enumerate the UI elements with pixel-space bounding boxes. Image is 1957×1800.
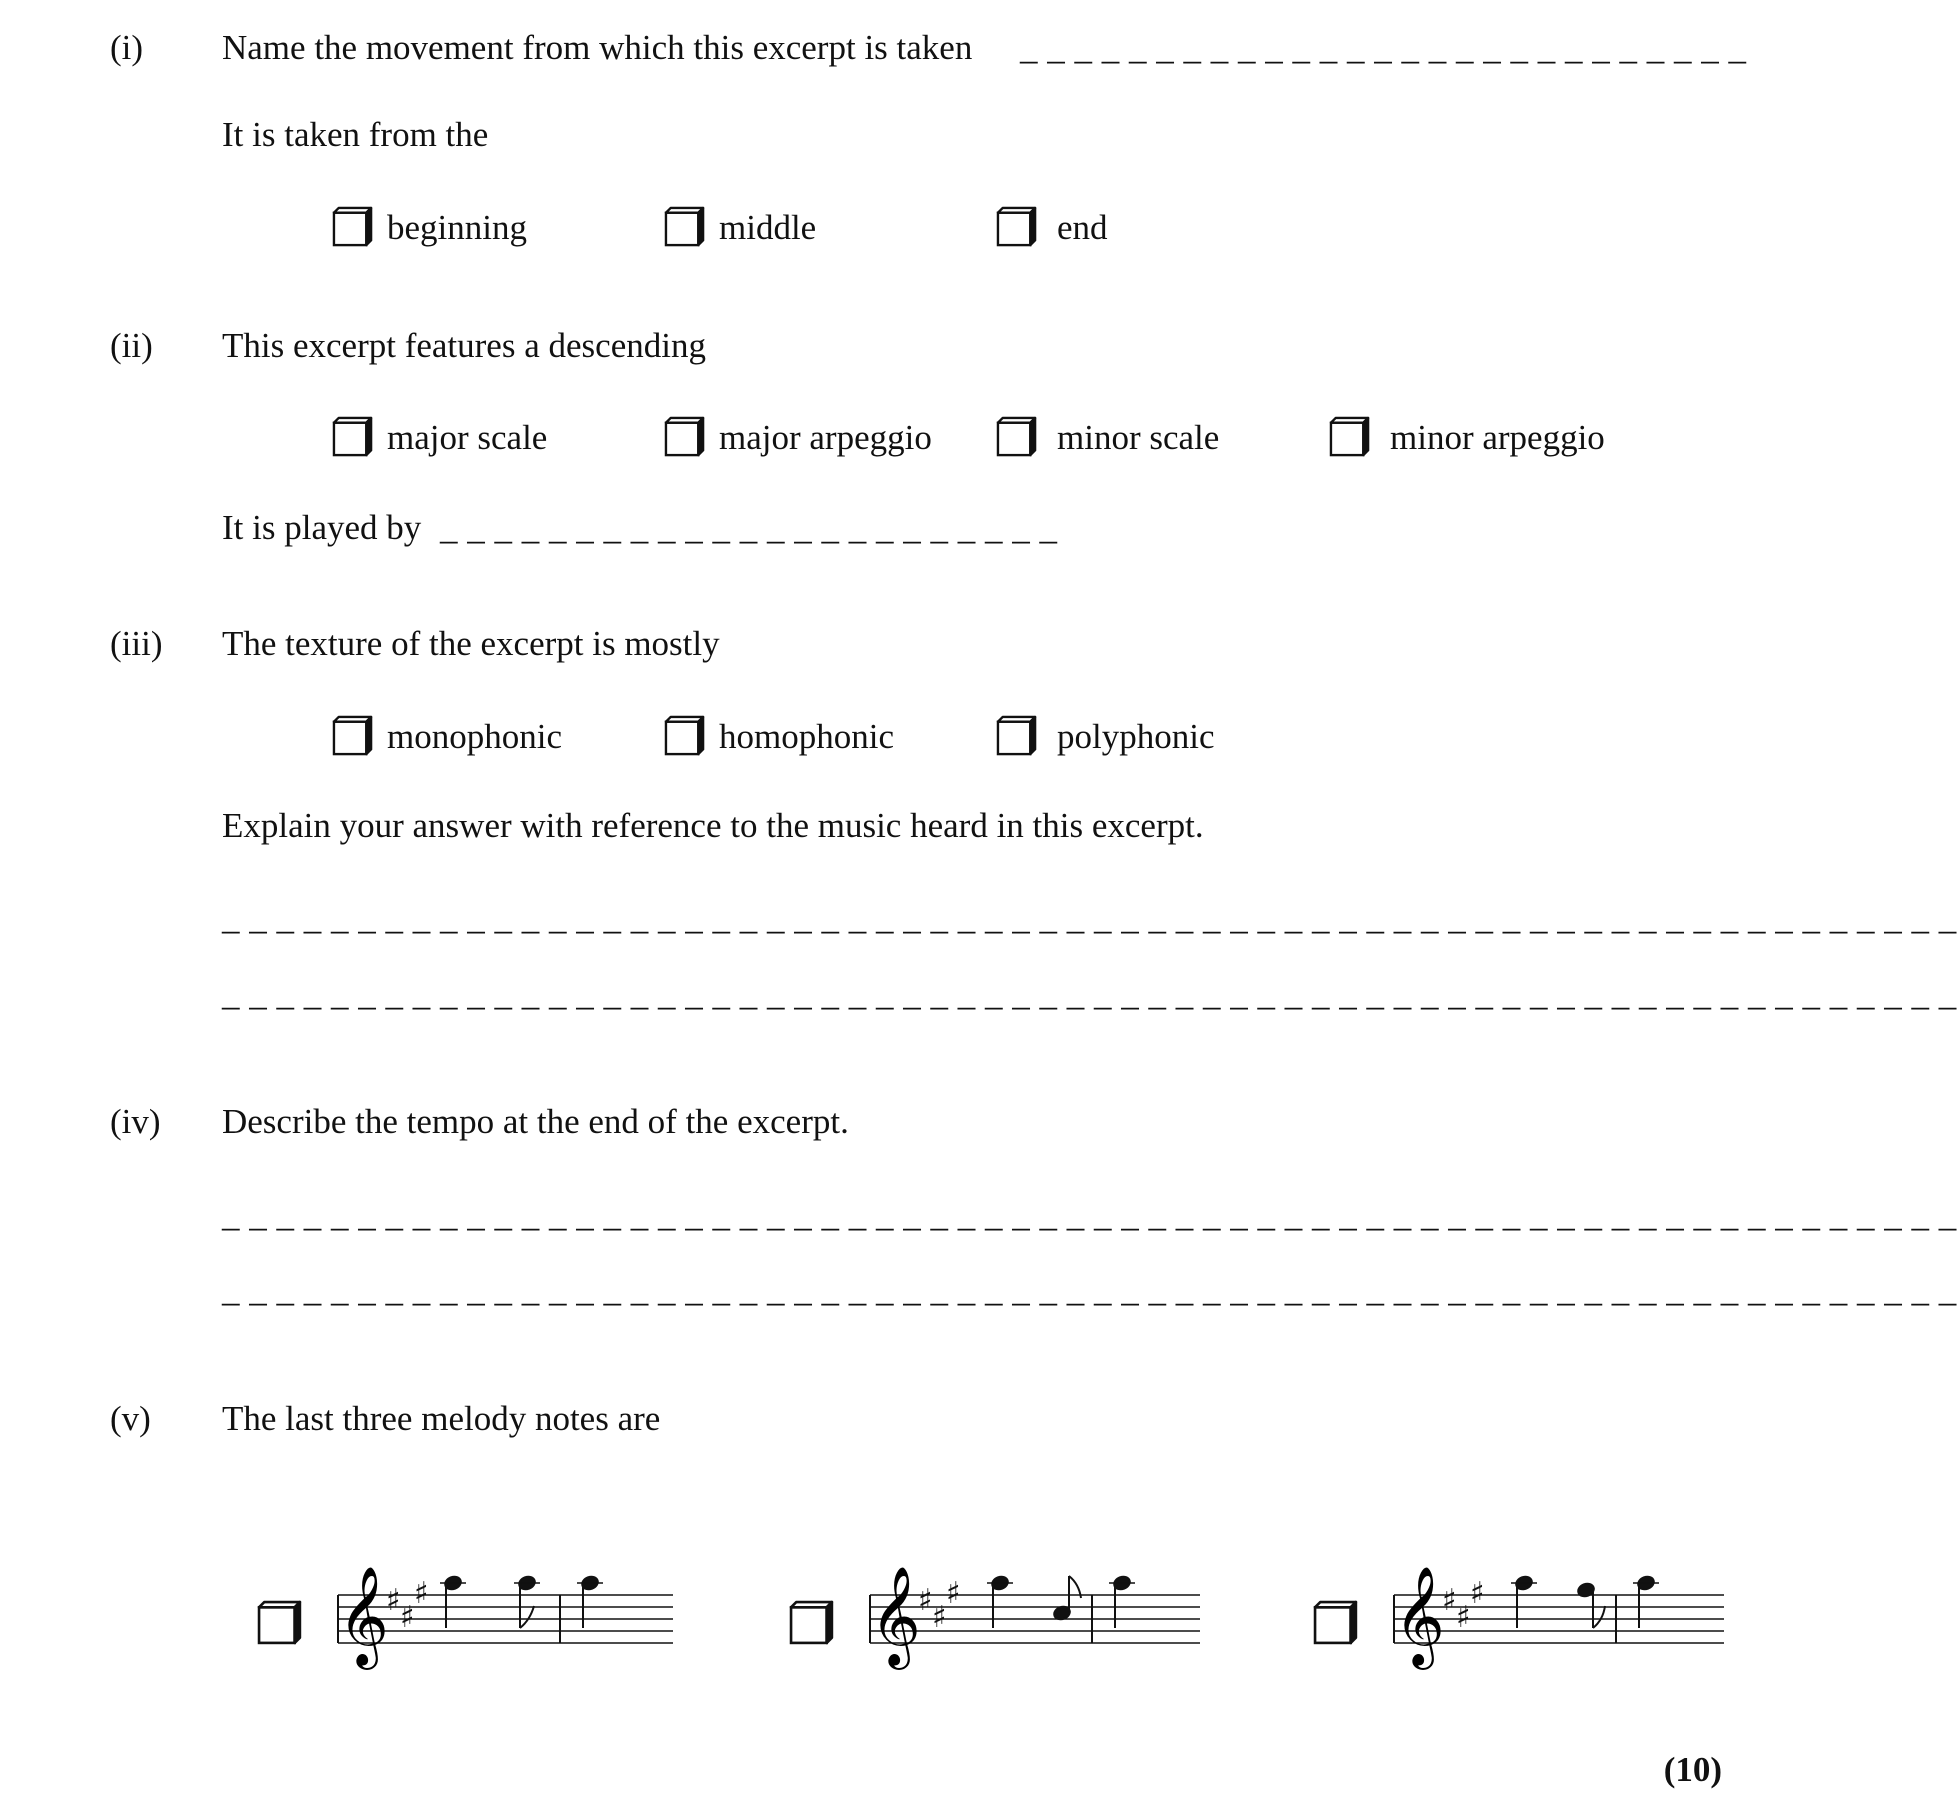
- svg-text:♯: ♯: [386, 1583, 401, 1618]
- checkbox-icon[interactable]: [333, 206, 373, 248]
- question-i-prompt: Name the movement from which this excerpt is taken: [222, 28, 973, 67]
- checkbox-icon[interactable]: [997, 206, 1037, 248]
- svg-text:♯: ♯: [1470, 1576, 1485, 1611]
- option-label: end: [1057, 207, 1108, 247]
- question-iii-subprompt: Explain your answer with reference to the music heard in this excerpt.: [222, 806, 1204, 845]
- checkbox-icon[interactable]: [665, 715, 705, 757]
- treble-clef-icon: 𝄞: [870, 1566, 921, 1666]
- svg-text:♯: ♯: [1456, 1600, 1471, 1635]
- key-signature: [386, 1576, 429, 1635]
- svg-text:♯: ♯: [400, 1600, 415, 1635]
- option-middle[interactable]: [665, 205, 816, 249]
- music-staff: [1394, 1540, 1734, 1680]
- option-label: major arpeggio: [719, 417, 932, 457]
- option-beginning[interactable]: [333, 205, 527, 249]
- checkbox-icon[interactable]: [1314, 1600, 1358, 1646]
- question-ii-subprompt: It is played by: [222, 508, 422, 547]
- checkbox-icon[interactable]: [333, 416, 373, 458]
- option-end[interactable]: [997, 205, 1108, 249]
- question-number-i: (i): [110, 28, 144, 67]
- question-number-iii: (iii): [110, 624, 163, 663]
- option-minor-scale[interactable]: [997, 415, 1219, 459]
- checkbox-icon[interactable]: [665, 206, 705, 248]
- staff-option-b[interactable]: [790, 1540, 1210, 1680]
- option-major-scale[interactable]: [333, 415, 547, 459]
- option-label: monophonic: [387, 716, 562, 756]
- option-label: middle: [719, 207, 817, 247]
- checkbox-icon[interactable]: [665, 416, 705, 458]
- question-i-answer-line[interactable]: _ _ _ _ _ _ _ _ _ _ _ _ _ _ _ _ _ _ _ _ _ _ _ _ _ _ _: [1020, 28, 1747, 67]
- checkbox-icon[interactable]: [790, 1600, 834, 1646]
- question-iv-answer-line-1[interactable]: _ _ _ _ _ _ _ _ _ _ _ _ _ _ _ _ _ _ _ _ _ _ _ _ _ _ _ _ _ _ _ _ _ _ _ _ _ _ _ _ _ _ _ _ _ _ _ _ _ _ _ _ _ _ _ _ _ _ _ _ _ _ _ _: [222, 1195, 1957, 1234]
- checkbox-icon[interactable]: [1330, 416, 1370, 458]
- svg-text:♯: ♯: [918, 1583, 933, 1618]
- svg-text:♯: ♯: [932, 1600, 947, 1635]
- checkbox-icon[interactable]: [997, 715, 1037, 757]
- option-monophonic[interactable]: [333, 714, 562, 758]
- key-signature: [1442, 1576, 1485, 1635]
- treble-clef-icon: 𝄞: [1394, 1566, 1445, 1666]
- question-number-v: (v): [110, 1399, 151, 1438]
- option-label: minor scale: [1057, 417, 1220, 457]
- music-staff: [338, 1540, 678, 1680]
- svg-text:♯: ♯: [414, 1576, 429, 1611]
- question-iv-answer-line-2[interactable]: _ _ _ _ _ _ _ _ _ _ _ _ _ _ _ _ _ _ _ _ _ _ _ _ _ _ _ _ _ _ _ _ _ _ _ _ _ _ _ _ _ _ _ _ _ _ _ _ _ _ _ _ _ _ _ _ _ _ _ _ _ _ _ _: [222, 1270, 1957, 1309]
- option-label: beginning: [387, 207, 527, 247]
- staff-option-c[interactable]: [1314, 1540, 1734, 1680]
- option-polyphonic[interactable]: [997, 714, 1214, 758]
- checkbox-icon[interactable]: [258, 1600, 302, 1646]
- question-ii-answer-line[interactable]: _ _ _ _ _ _ _ _ _ _ _ _ _ _ _ _ _ _ _ _ _ _ _: [440, 508, 1058, 547]
- question-iii-prompt: The texture of the excerpt is mostly: [222, 624, 720, 663]
- checkbox-icon[interactable]: [333, 715, 373, 757]
- checkbox-icon[interactable]: [997, 416, 1037, 458]
- option-label: major scale: [387, 417, 548, 457]
- music-staff: [870, 1540, 1210, 1680]
- question-iii-answer-line-1[interactable]: _ _ _ _ _ _ _ _ _ _ _ _ _ _ _ _ _ _ _ _ _ _ _ _ _ _ _ _ _ _ _ _ _ _ _ _ _ _ _ _ _ _ _ _ _ _ _ _ _ _ _ _ _ _ _ _ _ _ _ _ _ _ _ _: [222, 898, 1957, 937]
- question-v-prompt: The last three melody notes are: [222, 1399, 661, 1438]
- question-iv-prompt: Describe the tempo at the end of the excerpt.: [222, 1102, 849, 1141]
- option-minor-arpeggio[interactable]: [1330, 415, 1605, 459]
- key-signature: [918, 1576, 961, 1635]
- option-homophonic[interactable]: [665, 714, 894, 758]
- marks-total: (10): [1663, 1750, 1722, 1789]
- staff-option-a[interactable]: [258, 1540, 678, 1680]
- svg-text:♯: ♯: [946, 1576, 961, 1611]
- question-i-subprompt: It is taken from the: [222, 115, 489, 154]
- option-label: polyphonic: [1057, 716, 1215, 756]
- option-major-arpeggio[interactable]: [665, 415, 932, 459]
- option-label: homophonic: [719, 716, 894, 756]
- question-ii-prompt: This excerpt features a descending: [222, 326, 706, 365]
- svg-text:♯: ♯: [1442, 1583, 1457, 1618]
- question-number-ii: (ii): [110, 326, 153, 365]
- question-iii-answer-line-2[interactable]: _ _ _ _ _ _ _ _ _ _ _ _ _ _ _ _ _ _ _ _ _ _ _ _ _ _ _ _ _ _ _ _ _ _ _ _ _ _ _ _ _ _ _ _ _ _ _ _ _ _ _ _ _ _ _ _ _ _ _ _ _ _ _ _: [222, 974, 1957, 1013]
- treble-clef-icon: 𝄞: [338, 1566, 389, 1666]
- question-number-iv: (iv): [110, 1102, 161, 1141]
- option-label: minor arpeggio: [1390, 417, 1605, 457]
